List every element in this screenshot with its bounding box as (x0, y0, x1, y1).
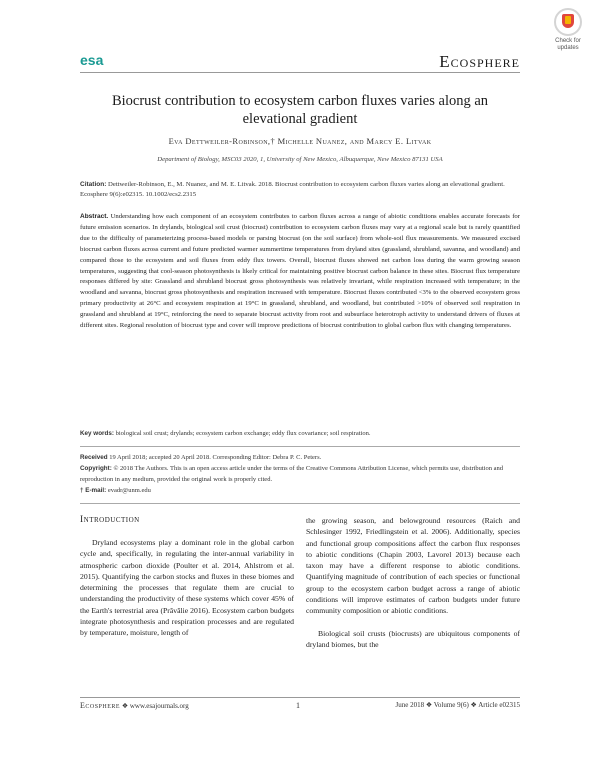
footer-journal: Ecosphere (80, 701, 121, 710)
intro-paragraph-1: Dryland ecosystems play a dominant role in the global carbon cycle and, specifically, in regulating the inter-annual variability in atmospheric carbon dioxide (Poulter et al. 2014, Ahlstrom et al. 2015). Quantifying the carbon stocks and fluxes in these biomes and determining the processes that regulate them are crucial to understanding the productivity of these systems which cover 45% of the Earth's terrestrial area (Prăvălie 2016). Ecosystem carbon budgets integrate photosynthesis and respiration processes and are regulated by temperature, moisture, length of (80, 538, 294, 638)
header-divider (80, 72, 520, 73)
keywords (80, 430, 520, 437)
copyright-text: © 2018 The Authors. This is an open access article under the terms of the Creative Commons Attribution License, which permits use, distribution and reproduction in any medium, provided the original work is properly cited. (80, 465, 504, 483)
footer-article: Article e02315 (478, 701, 520, 709)
received-label: Received (80, 454, 108, 461)
metadata-divider (80, 503, 520, 504)
received-text: 19 April 2018; accepted 20 April 2018. Corresponding Editor: Debra P. C. Peters. (109, 454, 322, 461)
footer-date: June 2018 (395, 701, 425, 709)
article-authors: Eva Dettweiler-Robinson,† Michelle Nuanez, and Marcy E. Litvak (168, 136, 432, 146)
introduction-heading: Introduction (80, 515, 140, 525)
check-updates-line1: Check for (555, 38, 581, 44)
footer-volume: Volume 9(6) (433, 701, 469, 709)
citation-label: Citation: (80, 181, 107, 188)
page-footer (80, 701, 520, 713)
keywords-text: biological soil crust; drylands; ecosystem carbon exchange; eddy flux covariance; soil respiration. (115, 430, 371, 437)
abstract (80, 212, 520, 332)
citation-text: Dettweiler-Robinson, E., M. Nuanez, and M. E. Litvak. 2018. Biocrust contribution to ecosystem carbon fluxes varies along an elevational gradient. Ecosphere 9(6):e02315. 10.1002/ecs2.2315 (80, 181, 505, 198)
email-label: † E-mail: (80, 487, 107, 494)
esa-logo: esa (80, 52, 104, 68)
check-updates-line2: updates (557, 45, 579, 51)
footer-separator-icon: ❖ (470, 701, 477, 709)
check-updates-icon (554, 8, 582, 36)
copyright-label: Copyright: (80, 465, 112, 472)
footer-separator-icon: ❖ (121, 702, 129, 710)
journal-name: Ecosphere (439, 52, 520, 71)
received-line (80, 452, 520, 463)
footer-left (80, 701, 189, 710)
abstract-text: Understanding how each component of an ecosystem contributes to carbon fluxes across a range of abiotic conditions enables accurate forecasts for future emission scenarios. In drylands, biological soil crust (biocrust) contribution to ecosystem carbon fluxes may vary at a regional scale but is rarely quantified due to the difficulty of parameterizing process-based models or parsing biocrust (on the soil surface) from whole-soil flux measurements. We measured excised biocrust carbon fluxes across current and future predicted warmer summertime temperatures from dryland sites (grassland, shrubland, savanna, and woodland) and compared those to the ecosystem and soil fluxes from eddy flux towers. Overall, biocrust fluxes showed net carbon loss during the warm growing season temperatures, suggesting that cool-season photosynthesis is likely critical for maintaining positive biocrust carbon balance in these sites. Biocrust flux temperature responses differed by site: Grassland and shrubland biocrust gross photosynthesis was relatively invariant, while respiration increased with temperature; in the woodland and savanna, biocrust gross photosynthesis and respiration increased with temperature. Biocrust fluxes contributed <3% to the observed ecosystem gross primary productivity at 26°C and ecosystem respiration at 19°C in grassland, shrubland, and woodland, but contributed >10% of observed soil respiration in grassland and shrubland at 19°C, reinforcing the need to separate biocrust activity from root and subsurface heterotroph activity to understand drivers of fluxes at different sites. Regional resolution of biocrust type and cover will improve predictions of biocrust contribution to global carbon flux with changing temperatures. (80, 213, 520, 330)
citation (80, 180, 520, 200)
intro-paragraph-1-continued: the growing season, and belowground resources (Raich and Schlesinger 1992, Friedlingstein et al. 2006). Additionally, species and functional group compositions affect the carbon flux responses to abiotic conditions (Chapin 2003, Lavorel 2013) because each taxon may have a different response to abiotic conditions. Quantifying magnitude of contribution of each species or functional group to the ecosystem carbon budget across a range of abiotic conditions will improve estimates of carbon budgets under future community composition or abiotic conditions. (306, 516, 520, 616)
page-number: 1 (296, 701, 300, 710)
check-for-updates-button[interactable] (548, 8, 588, 52)
abstract-label: Abstract. (80, 213, 109, 220)
footer-divider (80, 697, 520, 698)
footer-separator-icon: ❖ (425, 701, 433, 709)
article-metadata (80, 452, 520, 496)
email-link[interactable]: evadr@unm.edu (107, 487, 151, 494)
author-affiliation: Department of Biology, MSC03 2020, 1, University of New Mexico, Albuquerque, New Mexico 87131 USA (157, 156, 443, 163)
intro-paragraph-2: Biological soil crusts (biocrusts) are ubiquitous components of dryland biomes, but the (306, 629, 520, 650)
email-line (80, 485, 520, 496)
footer-right (395, 701, 520, 709)
footer-website-link[interactable]: www.esajournals.org (129, 702, 189, 710)
copyright-line (80, 463, 520, 485)
keywords-label: Key words: (80, 430, 114, 437)
article-title: Biocrust contribution to ecosystem carbon fluxes varies along an elevational gradient (111, 93, 489, 127)
keywords-divider (80, 446, 520, 447)
